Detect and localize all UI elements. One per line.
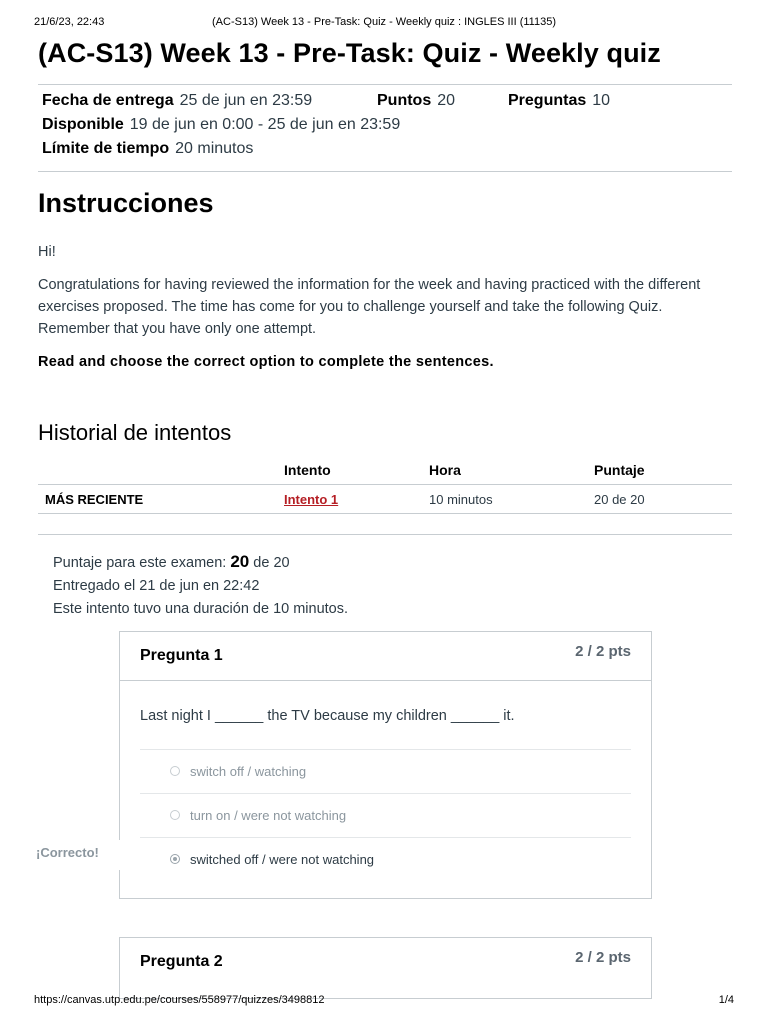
column-header-score: Puntaje bbox=[594, 456, 732, 485]
column-header-time: Hora bbox=[429, 456, 594, 485]
score-value: 20 bbox=[230, 552, 250, 571]
score-of: de 20 bbox=[253, 555, 290, 571]
history-heading: Historial de intentos bbox=[38, 420, 232, 445]
question-card-2 bbox=[119, 937, 652, 999]
question-header bbox=[120, 938, 651, 986]
score-line bbox=[53, 550, 348, 575]
print-header bbox=[34, 16, 730, 30]
instructions-bold-line: Read and choose the correct option to complete the sentences. bbox=[38, 354, 494, 370]
attempt-summary bbox=[53, 550, 348, 621]
instructions-heading: Instrucciones bbox=[38, 188, 214, 218]
available-label: Disponible bbox=[42, 116, 124, 133]
attempt-history-table bbox=[38, 456, 732, 514]
attempt-cell bbox=[284, 485, 429, 514]
column-header-attempt: Intento bbox=[284, 456, 429, 485]
correct-answer-tag: ¡Correcto! bbox=[30, 840, 130, 870]
attempt-time: 10 minutos bbox=[429, 485, 594, 514]
question-header bbox=[120, 632, 651, 681]
radio-icon[interactable] bbox=[170, 766, 180, 776]
print-datetime: 21/6/23, 22:43 bbox=[34, 16, 105, 28]
answer-text: switch off / watching bbox=[190, 764, 307, 779]
question-card-1 bbox=[119, 631, 652, 899]
availability bbox=[42, 116, 400, 134]
attempt-1-link[interactable]: Intento 1 bbox=[284, 491, 339, 507]
print-page-number: 1/4 bbox=[718, 994, 734, 1006]
page-title: (AC-S13) Week 13 - Pre-Task: Quiz - Weekly quiz bbox=[38, 38, 661, 68]
instructions-body: Congratulations for having reviewed the information for the week and having practiced with the different exercises proposed. The time has come for you to challenge yourself and take the following Quiz. Remember that you have only one attempt. bbox=[38, 277, 701, 337]
submitted-line: Entregado el 21 de jun en 22:42 bbox=[53, 578, 260, 594]
question-text: Last night I ______ the TV because my children ______ it. bbox=[140, 708, 515, 724]
instructions-greeting: Hi! bbox=[38, 244, 56, 260]
duration-line: Este intento tuvo una duración de 10 minutos. bbox=[53, 601, 349, 617]
print-footer bbox=[34, 994, 734, 1006]
score-label: Puntaje para este examen: bbox=[53, 555, 227, 571]
time-limit-value: 20 minutos bbox=[175, 140, 254, 157]
time-limit-label: Límite de tiempo bbox=[42, 140, 170, 157]
due-date-label: Fecha de entrega bbox=[42, 92, 174, 109]
most-recent-label: MÁS RECIENTE bbox=[38, 485, 284, 514]
question-title: Pregunta 1 bbox=[140, 647, 223, 664]
questions-count bbox=[508, 92, 610, 110]
print-url: https://canvas.utp.edu.pe/courses/558977/quizzes/3498812 bbox=[34, 994, 325, 1006]
column-header-empty bbox=[38, 456, 284, 485]
table-header-row bbox=[38, 456, 732, 485]
points-value: 20 bbox=[437, 92, 456, 109]
question-points: 2 / 2 pts bbox=[575, 949, 631, 966]
questions-label: Preguntas bbox=[508, 92, 587, 109]
attempt-score: 20 de 20 bbox=[594, 485, 732, 514]
answer-option[interactable] bbox=[140, 793, 631, 837]
question-points: 2 / 2 pts bbox=[575, 643, 631, 660]
answer-option[interactable] bbox=[140, 749, 631, 793]
points bbox=[377, 92, 455, 110]
due-date bbox=[42, 92, 312, 110]
questions-value: 10 bbox=[592, 92, 611, 109]
available-value: 19 de jun en 0:00 - 25 de jun en 23:59 bbox=[129, 116, 401, 133]
quiz-details bbox=[38, 84, 732, 172]
table-row bbox=[38, 485, 732, 514]
points-label: Puntos bbox=[377, 92, 432, 109]
answer-text: turn on / were not watching bbox=[190, 808, 347, 823]
question-title: Pregunta 2 bbox=[140, 953, 223, 970]
print-doc-title: (AC-S13) Week 13 - Pre-Task: Quiz - Weekly quiz : INGLES III (11135) bbox=[212, 16, 556, 28]
radio-selected-icon[interactable] bbox=[170, 854, 180, 864]
due-date-value: 25 de jun en 23:59 bbox=[179, 92, 313, 109]
answer-text: switched off / were not watching bbox=[190, 852, 375, 867]
radio-icon[interactable] bbox=[170, 810, 180, 820]
divider bbox=[38, 534, 732, 535]
time-limit bbox=[42, 140, 253, 158]
answer-option-selected[interactable] bbox=[140, 837, 631, 881]
